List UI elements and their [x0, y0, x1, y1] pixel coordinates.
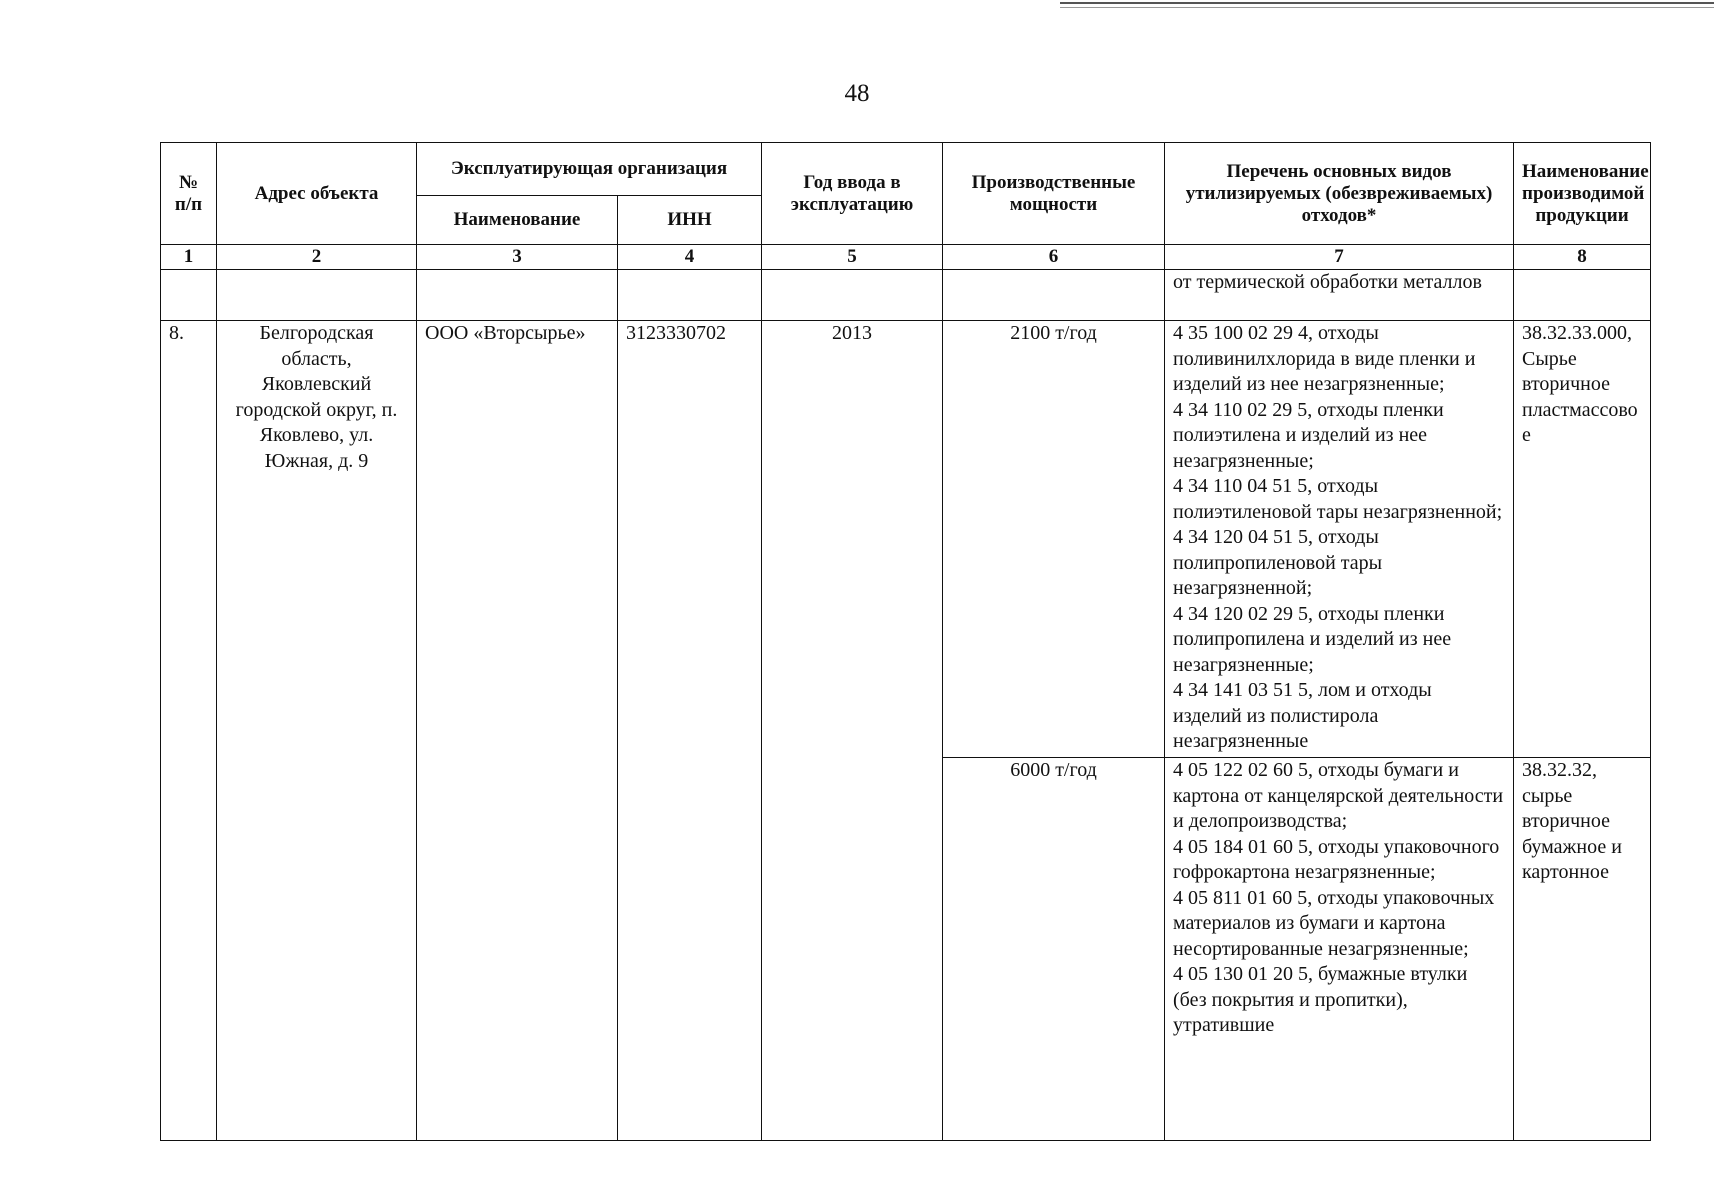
top-rule — [1060, 2, 1714, 4]
column-number-row — [161, 245, 1651, 270]
header-address: Адрес объекта — [217, 143, 417, 245]
empty-cell — [1514, 270, 1651, 321]
waste-item: 4 05 122 02 60 5, отходы бумаги и картона от канцелярской деятельности и делопроизводства; — [1173, 759, 1504, 832]
header-org: Эксплуатирующая организация — [417, 143, 762, 196]
column-number: 7 — [1165, 245, 1514, 270]
continuation-waste: от термической обработки металлов — [1165, 270, 1514, 321]
waste-item: 4 34 120 04 51 5, отходы полипропиленовой тары незагрязненной; — [1173, 526, 1383, 599]
continuation-row — [161, 270, 1651, 321]
column-number: 6 — [943, 245, 1165, 270]
commissioning-year: 2013 — [762, 321, 943, 1141]
waste-item: 4 34 110 04 51 5, отходы полиэтиленовой тары незагрязненной; — [1173, 475, 1503, 523]
column-number: 8 — [1514, 245, 1651, 270]
product-cell: 38.32.32, сырье вторичное бумажное и картонное — [1514, 758, 1651, 1141]
header-waste: Перечень основных видов утилизируемых (обезвреживаемых) отходов* — [1165, 143, 1514, 245]
waste-item: 4 05 130 01 20 5, бумажные втулки (без покрытия и пропитки), утратившие — [1173, 963, 1468, 1036]
capacity-cell: 6000 т/год — [943, 758, 1165, 1141]
facility-register-table — [160, 142, 1651, 1141]
column-number: 4 — [618, 245, 762, 270]
header-capacity: Производственные мощности — [943, 143, 1165, 245]
empty-cell — [618, 270, 762, 321]
page-number: 48 — [844, 80, 870, 107]
waste-item: 4 05 811 01 60 5, отходы упаковочных материалов из бумаги и картона несортированные незагрязненные; — [1173, 886, 1495, 960]
header-row-top — [161, 143, 1651, 196]
table-row — [161, 321, 1651, 758]
waste-item: 4 34 120 02 29 5, отходы пленки полипропилена и изделий из нее незагрязненные; — [1173, 602, 1452, 676]
column-number: 3 — [417, 245, 618, 270]
empty-cell — [217, 270, 417, 321]
column-number: 1 — [161, 245, 217, 270]
header-year: Год ввода в эксплуатацию — [762, 143, 943, 245]
header-num: № п/п — [161, 143, 217, 245]
operator-inn: 3123330702 — [618, 321, 762, 1141]
column-number: 5 — [762, 245, 943, 270]
waste-list-cell — [1165, 758, 1514, 1141]
empty-cell — [161, 270, 217, 321]
header-org-inn: ИНН — [618, 196, 762, 245]
waste-item: 4 05 184 01 60 5, отходы упаковочного гофрокартона незагрязненные; — [1173, 835, 1500, 883]
capacity-cell: 2100 т/год — [943, 321, 1165, 758]
empty-cell — [943, 270, 1165, 321]
header-product: Наименование производимой продукции — [1514, 143, 1651, 245]
top-rule-thin — [1060, 7, 1714, 8]
waste-item: 4 34 110 02 29 5, отходы пленки полиэтилена и изделий из нее незагрязненные; — [1173, 398, 1444, 472]
row-number: 8. — [161, 321, 217, 1141]
waste-item: 4 35 100 02 29 4, отходы поливинилхлорида в виде пленки и изделий из нее незагрязненные; — [1173, 322, 1476, 395]
empty-cell — [762, 270, 943, 321]
empty-cell — [417, 270, 618, 321]
header-org-name: Наименование — [417, 196, 618, 245]
product-cell: 38.32.33.000, Сырье вторичное пластмассовое — [1514, 321, 1651, 758]
waste-item: 4 34 141 03 51 5, лом и отходы изделий из полистирола незагрязненные — [1173, 679, 1432, 752]
waste-list-cell — [1165, 321, 1514, 758]
operator-name: ООО «Вторсырье» — [417, 321, 618, 1141]
facility-address: Белгородская область, Яковлевский городской округ, п. Яковлево, ул. Южная, д. 9 — [217, 321, 417, 1141]
column-number: 2 — [217, 245, 417, 270]
